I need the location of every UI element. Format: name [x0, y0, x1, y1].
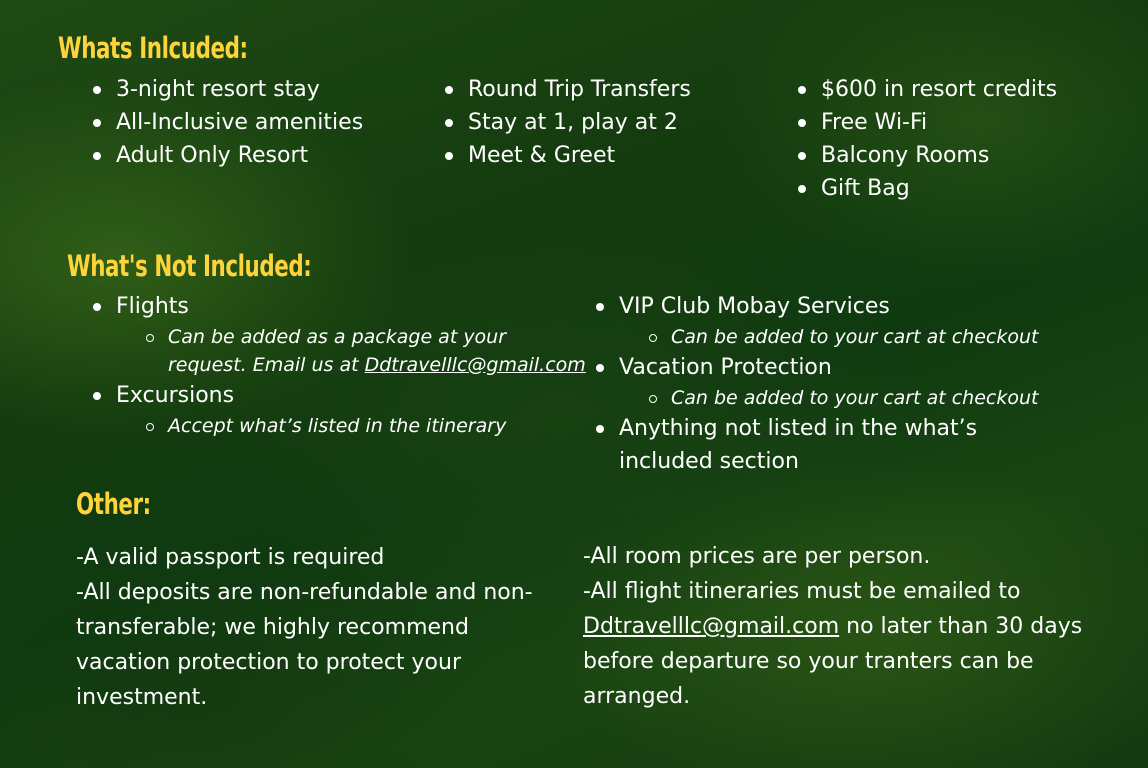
flights-sublist — [116, 323, 590, 379]
flight-itinerary-pre: -All flight itineraries must be emailed to — [583, 579, 1021, 604]
list-item: Stay at 1, play at 2 — [442, 106, 691, 139]
included-list-col1 — [90, 73, 363, 172]
excursions-sublist — [116, 412, 590, 440]
list-item-flights — [90, 290, 590, 379]
list-item-protection — [593, 351, 1063, 412]
email-link[interactable]: Ddtravelllc@gmail.com — [583, 614, 840, 639]
passport-note: -A valid passport is required — [76, 545, 385, 570]
not-included-list-right — [593, 290, 1063, 478]
vip-label: VIP Club Mobay Services — [619, 294, 890, 319]
list-item: Balcony Rooms — [795, 139, 1057, 172]
other-left — [76, 540, 566, 715]
flights-note-text: Can be added as a package at your request. Email us at — [168, 326, 507, 376]
prices-note: -All room prices are per person. — [583, 544, 931, 569]
flights-label: Flights — [116, 294, 189, 319]
list-item: Adult Only Resort — [90, 139, 363, 172]
list-item: $600 in resort credits — [795, 73, 1057, 106]
protection-sublist — [619, 384, 1063, 412]
protection-label: Vacation Protection — [619, 355, 832, 380]
flight-itinerary-post: no later than 30 days before departure so your tranters can be arranged. — [583, 614, 1083, 709]
list-item-vip — [593, 290, 1063, 351]
not-included-list-left — [90, 290, 590, 440]
protection-note: Can be added to your cart at checkout — [647, 384, 1063, 412]
list-item: 3-night resort stay — [90, 73, 363, 106]
list-item: Round Trip Transfers — [442, 73, 691, 106]
list-item: Meet & Greet — [442, 139, 691, 172]
included-list-col3 — [795, 73, 1057, 205]
list-item: All-Inclusive amenities — [90, 106, 363, 139]
excursions-note: Accept what’s listed in the itinerary — [144, 412, 590, 440]
included-heading: Whats Inlcuded: — [58, 31, 248, 65]
list-item: Free Wi-Fi — [795, 106, 1057, 139]
included-list-col2 — [442, 73, 691, 172]
deposit-note: -All deposits are non-refundable and non-transferable; we highly recommend vacation protection to protect your investment. — [76, 580, 533, 710]
excursions-label: Excursions — [116, 383, 235, 408]
email-link[interactable]: Ddtravelllc@gmail.com — [364, 354, 586, 376]
other-right — [583, 539, 1083, 714]
list-item-anything: Anything not listed in the what’s included section — [593, 412, 999, 478]
vip-note: Can be added to your cart at checkout — [647, 323, 1063, 351]
flight-itinerary-note — [583, 574, 1083, 714]
other-heading: Other: — [76, 487, 151, 521]
not-included-heading: What's Not Included: — [67, 249, 312, 283]
list-item-excursions — [90, 379, 590, 440]
list-item: Gift Bag — [795, 172, 1057, 205]
vip-sublist — [619, 323, 1063, 351]
flights-note — [144, 323, 588, 379]
